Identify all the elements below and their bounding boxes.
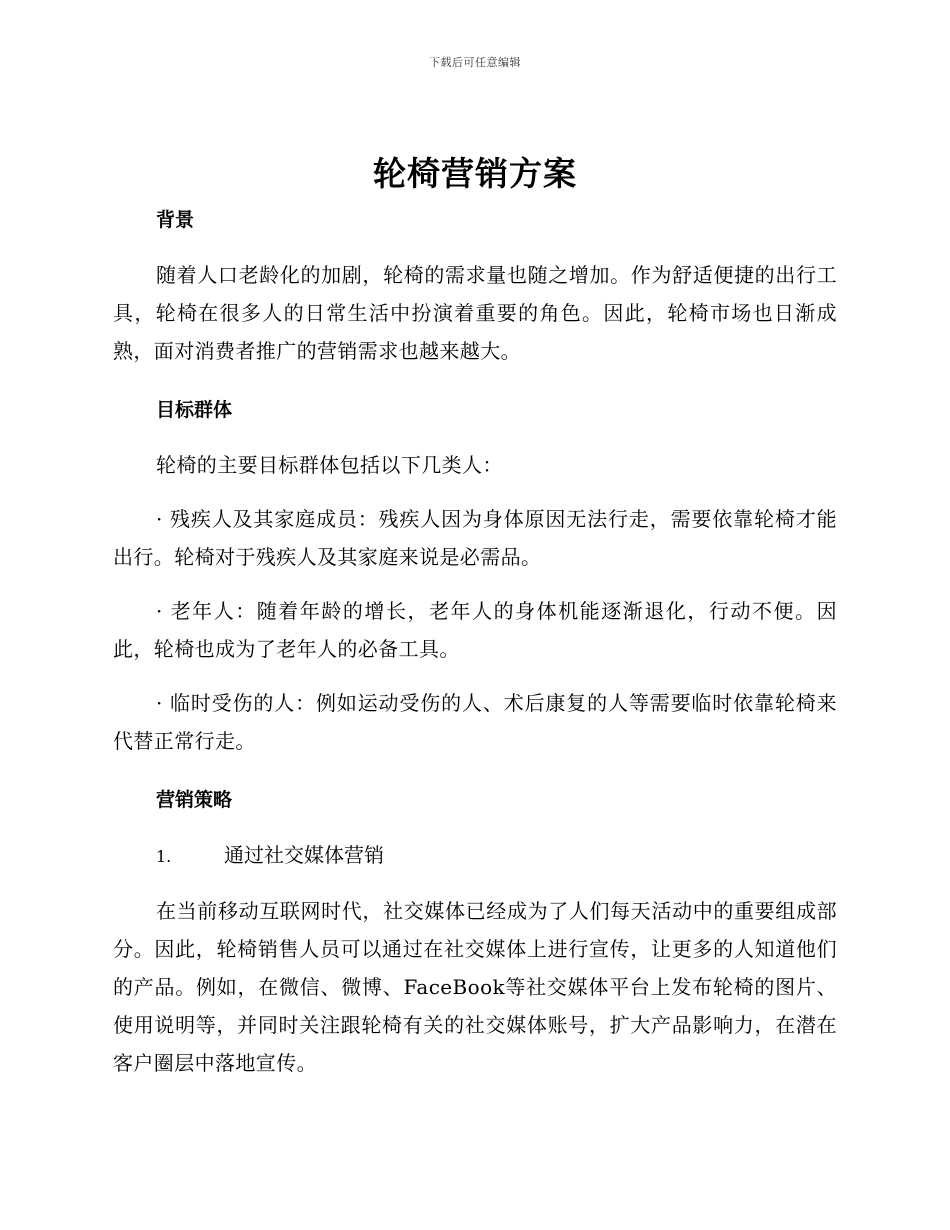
list-item-elderly: · 老年人：随着年龄的增长，老年人的身体机能逐渐退化，行动不便。因此，轮椅也成为了老年人的必备工具。 <box>113 599 837 661</box>
heading-marketing-strategy: 营销策略 <box>156 789 233 811</box>
heading-background: 背景 <box>156 209 195 231</box>
header-note: 下载后可任意编辑 <box>429 56 521 69</box>
item-number: 1. <box>156 847 172 866</box>
document-body <box>113 204 837 1098</box>
paragraph-target-intro: 轮椅的主要目标群体包括以下几类人： <box>156 453 503 477</box>
numbered-item-social-media <box>156 836 837 876</box>
item-label: 通过社交媒体营销 <box>224 843 384 867</box>
list-item-injured: · 临时受伤的人：例如运动受伤的人、术后康复的人等需要临时依靠轮椅来代替正常行走。 <box>113 691 837 753</box>
document-title: 轮椅营销方案 <box>373 154 577 193</box>
list-item-disabled: · 残疾人及其家庭成员：残疾人因为身体原因无法行走，需要依靠轮椅才能出行。轮椅对于残疾人及其家庭来说是必需品。 <box>113 507 837 569</box>
heading-target-group: 目标群体 <box>156 399 233 421</box>
paragraph-background: 随着人口老龄化的加剧，轮椅的需求量也随之增加。作为舒适便捷的出行工具，轮椅在很多人的日常生活中扮演着重要的角色。因此，轮椅市场也日渐成熟，面对消费者推广的营销需求也越来越大。 <box>113 263 837 363</box>
paragraph-social-media: 在当前移动互联网时代，社交媒体已经成为了人们每天活动中的重要组成部分。因此，轮椅销售人员可以通过在社交媒体上进行宣传，让更多的人知道他们的产品。例如，在微信、微博、FaceBook等社交媒体平台上发布轮椅的图片、使用说明等，并同时关注跟轮椅有关的社交媒体账号，扩大产品影响力，在潜在客户圈层中落地宣传。 <box>113 899 837 1075</box>
